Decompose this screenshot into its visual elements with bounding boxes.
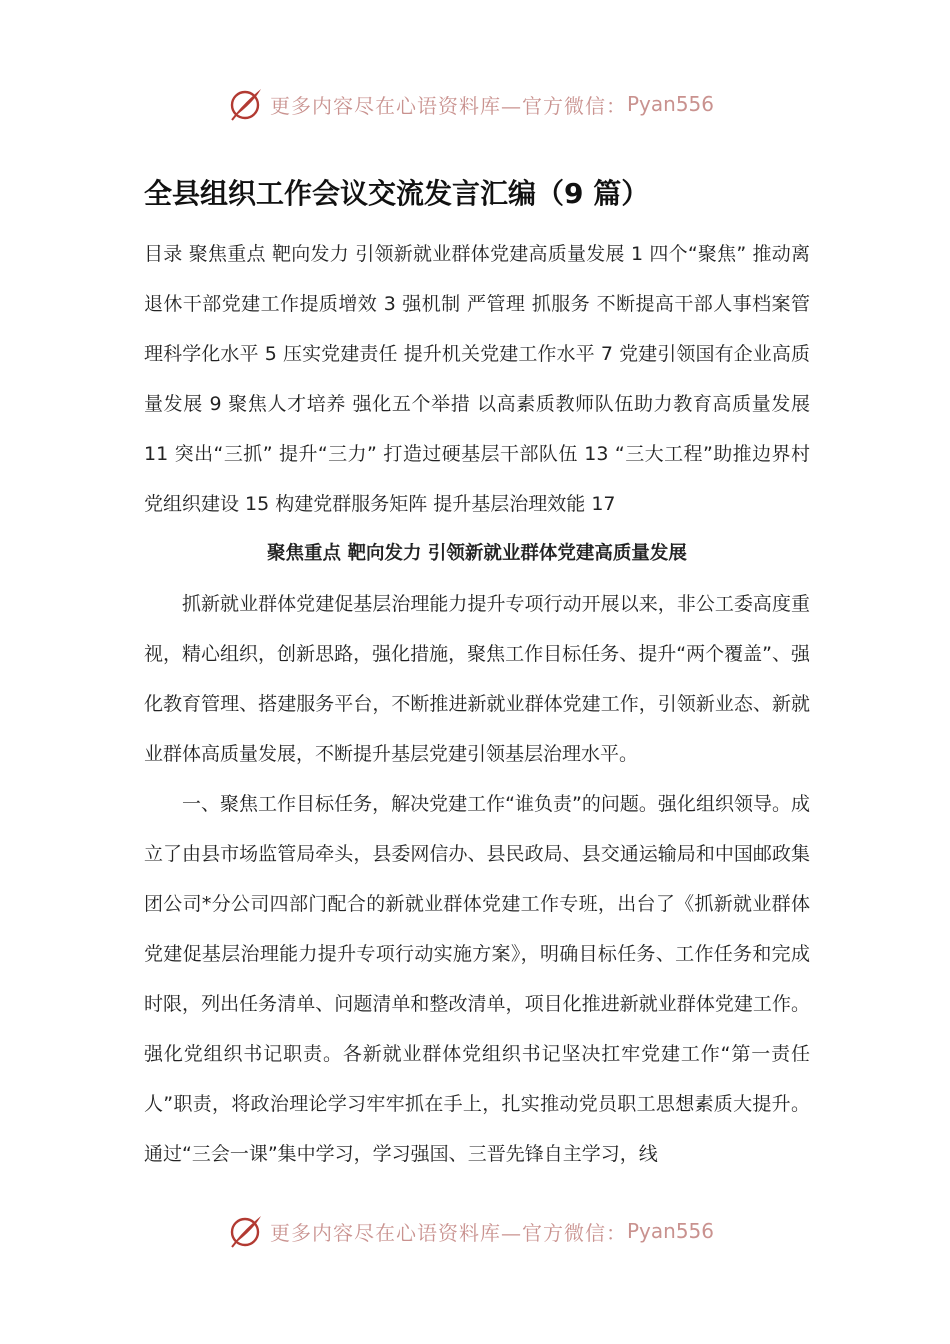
body-paragraph: 抓新就业群体党建促基层治理能力提升专项行动开展以来，非公工委高度重视，精心组织，创新思路，强化措施，聚焦工作目标任务、提升“两个覆盖”、强化教育管理、搭建服务平台，不断推进新就业群体党建工作，引领新业态、新就业群体高质量发展，不断提升基层党建引领基层治理水平。	[144, 593, 810, 765]
quill-logo-icon	[228, 1213, 264, 1249]
document-title: 全县组织工作会议交流发言汇编（9 篇）	[144, 177, 650, 210]
document-body	[144, 229, 810, 1179]
table-of-contents: 目录 聚焦重点 靶向发力 引领新就业群体党建高质量发展 1 四个“聚焦” 推动离退休干部党建工作提质增效 3 强机制 严管理 抓服务 不断提高干部人事档案管理科学化水平 5 压实党建责任 提升机关党建工作水平 7 党建引领国有企业高质量发展 9 聚焦人才培养 强化五个举措 以高素质教师队伍助力教育高质量发展 11 突出“三抓” 提升“三力” 打造过硬基层干部队伍 13 “三大工程”助推边界村党组织建设 15 构建党群服务矩阵 提升基层治理效能 17	[144, 243, 810, 515]
section-heading: 聚焦重点 靶向发力 引领新就业群体党建高质量发展	[267, 543, 687, 564]
watermark-wechat-id: Pyan556	[627, 92, 715, 116]
watermark-text: 更多内容尽在心语资料库—官方微信：	[270, 1220, 627, 1245]
watermark-text: 更多内容尽在心语资料库—官方微信：	[270, 93, 627, 118]
watermark-wechat-id: Pyan556	[627, 1219, 715, 1243]
body-paragraph: 一、聚焦工作目标任务，解决党建工作“谁负责”的问题。强化组织领导。成立了由县市场监管局牵头，县委网信办、县民政局、县交通运输局和中国邮政集团公司*分公司四部门配合的新就业群体党建工作专班，出台了《抓新就业群体党建促基层治理能力提升专项行动实施方案》，明确目标任务、工作任务和完成时限，列出任务清单、问题清单和整改清单，项目化推进新就业群体党建工作。强化党组织书记职责。各新就业群体党组织书记坚决扛牢党建工作“第一责任人”职责，将政治理论学习牢牢抓在手上，扎实推动党员职工思想素质大提升。通过“三会一课”集中学习，学习强国、三晋先锋自主学习，线	[144, 793, 810, 1165]
quill-logo-icon	[228, 86, 264, 122]
watermark-banner-bottom	[228, 1209, 748, 1253]
watermark-banner-top	[228, 82, 748, 126]
